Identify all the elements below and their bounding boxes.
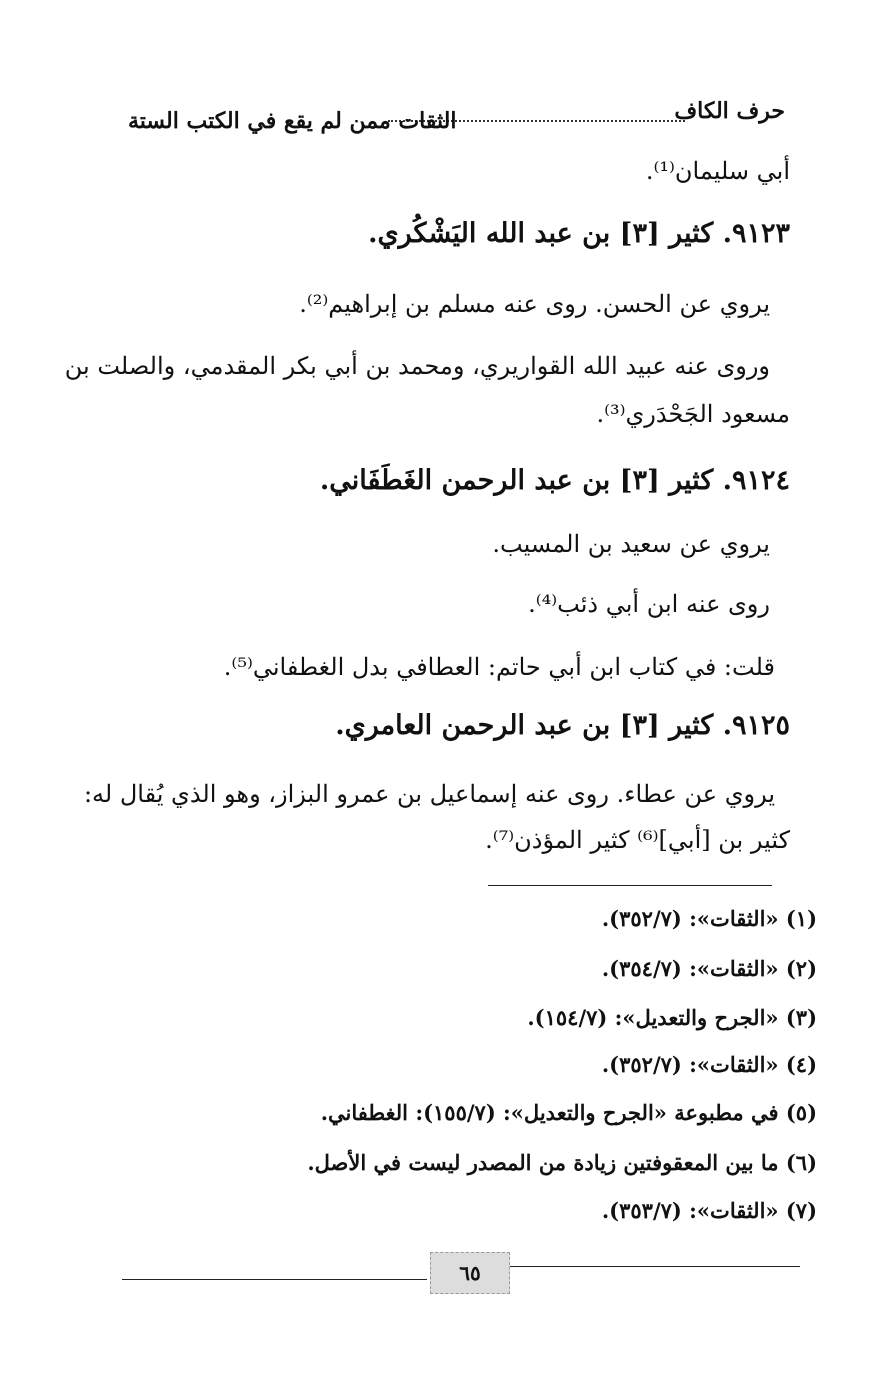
text-line: يروي عن الحسن. روى عنه مسلم بن إبراهيم⁽²⁾.	[299, 290, 770, 318]
text-line: أبي سليمان⁽¹⁾.	[645, 157, 790, 185]
footnote-2: (٢) «الثقات»: (٣٥٤/٧).	[601, 956, 817, 981]
footnote-4: (٤) «الثقات»: (٣٥٢/٧).	[601, 1052, 817, 1077]
text-line: يروي عن عطاء. روى عنه إسماعيل بن عمرو البزاز، وهو الذي يُقال له:	[83, 780, 775, 808]
text-line: قلت: في كتاب ابن أبي حاتم: العطافي بدل الغطفاني⁽⁵⁾.	[223, 653, 775, 681]
text-line: وروى عنه عبيد الله القواريري، ومحمد بن أبي بكر المقدمي، والصلت بن	[64, 352, 770, 380]
header-book-title: الثقات ممن لم يقع في الكتب الستة	[128, 108, 457, 134]
footnote-5: (٥) في مطبوعة «الجرح والتعديل»: (١٥٥/٧): الغطفاني.	[320, 1100, 817, 1125]
footnote-3: (٣) «الجرح والتعديل»: (١٥٤/٧).	[527, 1005, 817, 1030]
running-header	[128, 98, 785, 138]
footnote-7: (٧) «الثقات»: (٣٥٣/٧).	[601, 1198, 817, 1223]
footer-rule-right	[510, 1266, 800, 1267]
entry-heading-9123: ٩١٢٣. كثير [٣] بن عبد الله اليَشْكُري.	[368, 218, 790, 249]
page-number: ٦٥	[430, 1252, 510, 1294]
entry-heading-9125: ٩١٢٥. كثير [٣] بن عبد الرحمن العامري.	[335, 710, 790, 741]
entry-heading-9124: ٩١٢٤. كثير [٣] بن عبد الرحمن الغَطَفَاني.	[319, 465, 790, 496]
text-line: كثير بن [أبي]⁽⁶⁾ كثير المؤذن⁽⁷⁾.	[485, 826, 790, 854]
footer-rule-left	[122, 1279, 427, 1280]
text-line: مسعود الجَحْدَري⁽³⁾.	[596, 400, 790, 428]
text-line: روى عنه ابن أبي ذئب⁽⁴⁾.	[528, 590, 770, 618]
footnote-6: (٦) ما بين المعقوفتين زيادة من المصدر ليست في الأصل.	[307, 1150, 817, 1175]
header-chapter-title: حرف الكاف	[674, 98, 785, 124]
footnote-1: (١) «الثقات»: (٣٥٢/٧).	[601, 906, 817, 931]
footnote-separator	[488, 885, 772, 886]
text-line: يروي عن سعيد بن المسيب.	[492, 530, 770, 558]
